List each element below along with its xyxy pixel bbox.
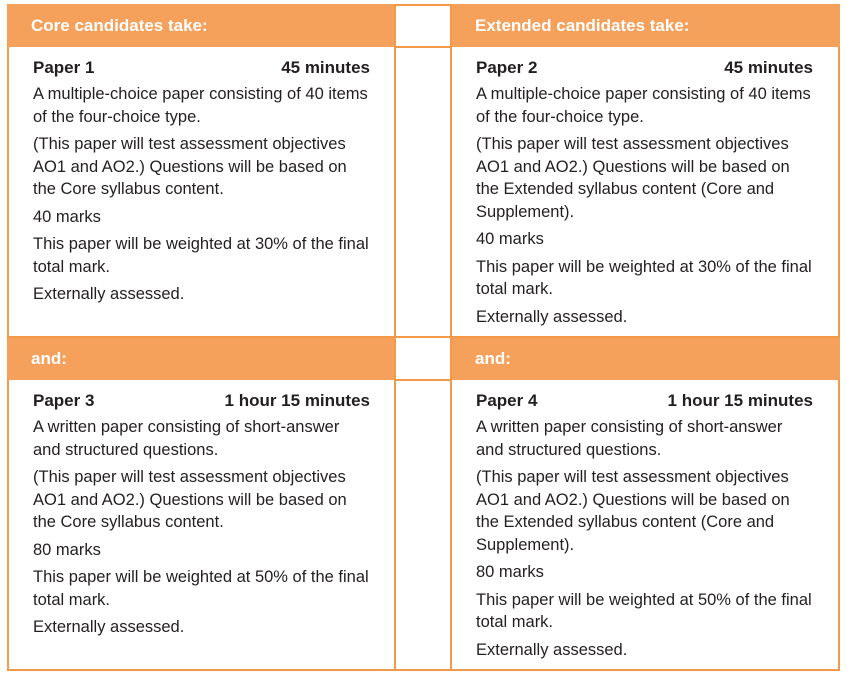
paper-1-marks: 40 marks (33, 207, 101, 226)
paper-4-heading (476, 391, 813, 411)
paper-3-description: A written paper consisting of short-answer and structured questions. (33, 418, 340, 459)
and-header-left (7, 337, 395, 380)
divider-line (394, 379, 452, 381)
paper-1-cell (33, 58, 370, 311)
and-header-right (451, 337, 840, 380)
paper-3-assessment: Externally assessed. (33, 618, 185, 636)
divider-line (394, 46, 452, 48)
paper-1-duration: 45 minutes (281, 58, 370, 77)
and-header-right-text: and: (475, 349, 511, 368)
paper-2-duration: 45 minutes (724, 58, 813, 77)
paper-1-name: Paper 1 (33, 58, 95, 77)
extended-header-text: Extended candidates take: (475, 16, 690, 35)
core-header (7, 4, 395, 47)
divider-line (7, 336, 396, 338)
paper-3-marks: 80 marks (33, 540, 101, 559)
paper-4-objectives: (This paper will test assessment objectives AO1 and AO2.) Questions will be based on the Extended syllabus content (Core and Supplement). (476, 468, 790, 554)
paper-3-name: Paper 3 (33, 391, 95, 410)
paper-3-weighting: This paper will be weighted at 50% of the final total mark. (33, 568, 369, 609)
paper-3-duration: 1 hour 15 minutes (224, 391, 370, 410)
paper-2-name: Paper 2 (476, 58, 538, 77)
paper-2-assessment: Externally assessed. (476, 307, 628, 326)
divider-line (451, 336, 840, 338)
paper-1-weighting: This paper will be weighted at 30% of the final total mark. (33, 235, 369, 276)
paper-2-weighting: This paper will be weighted at 30% of the final total mark. (476, 257, 812, 298)
paper-3-heading (33, 391, 370, 411)
paper-4-marks: 80 marks (476, 563, 544, 581)
paper-2-cell (476, 58, 813, 333)
paper-2-marks: 40 marks (476, 230, 544, 248)
extended-header (451, 4, 840, 47)
paper-4-assessment: Externally assessed. (476, 640, 628, 659)
paper-2-description: A multiple-choice paper consisting of 40 items of the four-choice type. (476, 85, 811, 126)
paper-1-assessment: Externally assessed. (33, 285, 185, 303)
paper-4-duration: 1 hour 15 minutes (667, 391, 813, 410)
paper-4-description: A written paper consisting of short-answer and structured questions. (476, 418, 783, 459)
paper-3-cell (33, 391, 370, 644)
paper-1-description: A multiple-choice paper consisting of 40 items of the four-choice type. (33, 85, 368, 126)
paper-1-heading (33, 58, 370, 78)
and-header-left-text: and: (31, 349, 67, 368)
paper-4-cell (476, 391, 813, 666)
paper-4-name: Paper 4 (476, 391, 538, 410)
paper-1-objectives: (This paper will test assessment objectives AO1 and AO2.) Questions will be based on the Core syllabus content. (33, 135, 347, 198)
paper-2-objectives: (This paper will test assessment objectives AO1 and AO2.) Questions will be based on the Extended syllabus content (Core and Supplement). (476, 135, 790, 221)
paper-3-objectives: (This paper will test assessment objectives AO1 and AO2.) Questions will be based on the Core syllabus content. (33, 468, 347, 531)
divider-line (394, 336, 452, 338)
paper-2-heading (476, 58, 813, 78)
core-header-text: Core candidates take: (31, 16, 208, 35)
paper-4-weighting: This paper will be weighted at 50% of the final total mark. (476, 590, 812, 631)
